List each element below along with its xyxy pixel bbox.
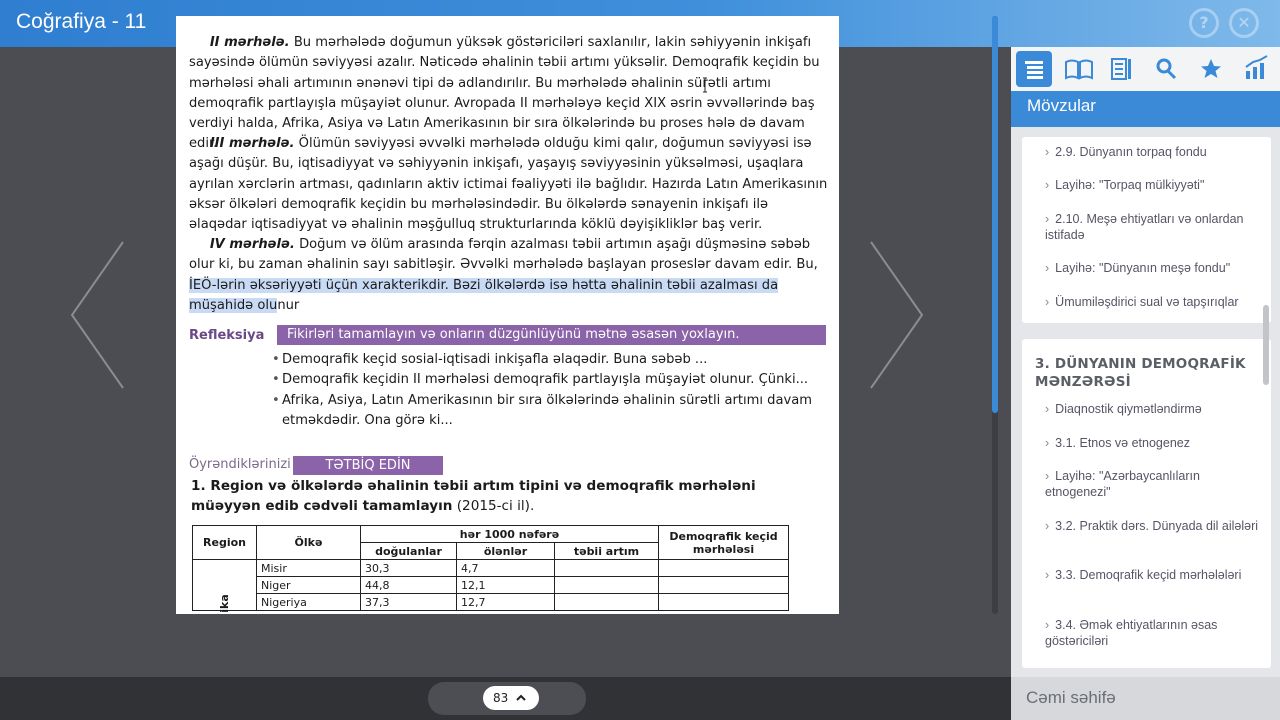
natural-cell — [555, 577, 659, 594]
country-cell: Misir — [257, 560, 361, 577]
paragraph-stage-4 — [189, 235, 829, 316]
birth-death-table — [192, 525, 789, 611]
document-icon[interactable] — [1103, 51, 1139, 87]
star-icon[interactable] — [1193, 51, 1229, 87]
chart-icon[interactable] — [1238, 51, 1274, 87]
topic-item[interactable]: › Layihə: "Torpaq mülkiyyəti" — [1045, 178, 1205, 192]
births-cell: 37,3 — [361, 594, 457, 611]
task-text — [191, 476, 821, 517]
learned-label: Öyrəndiklərinizi — [189, 457, 291, 472]
book-page — [176, 16, 839, 614]
topic-item[interactable]: › 2.10. Meşə ehtiyatları və onlardan istifadə — [1045, 212, 1244, 242]
sidebar-scrollbar[interactable] — [1263, 305, 1269, 385]
deaths-cell: 4,7 — [457, 560, 555, 577]
list-item: • Demoqrafik keçid sosial-iqtisadi inkişafla əlaqədir. Buna səbəb ... — [272, 350, 832, 370]
header-region: Region — [193, 526, 257, 560]
stage-cell — [659, 594, 789, 611]
natural-cell — [555, 560, 659, 577]
list-item: • Afrika, Asiya, Latın Amerikasının bir sıra ölkələrində əhalinin sürətli artımı davam etməkdədir. Ona görə ki... — [272, 391, 832, 432]
country-cell: Niger — [257, 577, 361, 594]
topic-item[interactable]: › 3.4. Əmək ehtiyatlarının əsas göstəriciləri — [1045, 618, 1218, 648]
stage-3-text: Ölümün səviyyəsi əvvəlki mərhələdə olduğu kimi qalır, doğumun səviyyəsi isə aşağı düşür. Bu, iqtisadiyyat və səhiyyənin inkişafı, yaşayış səviyyəsinin yüksəlməsi, uşaqlara ayrılan xərclərin artması, qadınların aktiv ictimai fəaliyyəti ilə bağlıdır. Hazırda Latın Amerikasının əksər ölkələri demoqrafik keçidin bu mərhələsindədir. Bu ölkələrdə sənayenin inkişafı ilə əlaqədar iqtisadiyyat və əhalinin məşğulluq strukturlarında köklü dəyişikliklər baş verir. — [189, 136, 828, 233]
stage-2-text: Bu mərhələdə doğumun yüksək göstəriciləri saxlanılır, lakin səhiyyənin inkişafı sayəsində ölümün səviyyəsi azalır. Nəticədə əhalinin təbii artımı yüksəlir. Demoqrafik keçidin bu mərhələsi əhali artımının ənənəvi tipi də adlandırılır. Bu mərhələdə əhalinin sürətli artımı demoqrafik partlayışla müşayiət olunur. Avropada II mərhələyə keçid XIX əsrin əvvəllərində baş verdiyi halda, Afrika, Asiya və Latın Amerikasının bir sıra ölkələrində bu proses hələ də davam edir. — [189, 35, 820, 152]
topic-item[interactable]: › Diaqnostik qiymətləndirmə — [1045, 402, 1202, 416]
country-cell: Nigeriya — [257, 594, 361, 611]
topic-item[interactable]: › Layihə: "Azərbaycanlıların etnogenezi" — [1045, 469, 1200, 499]
task-instruction: 1. Region və ölkələrdə əhalinin təbii artım tipini və demoqrafik mərhələni müəyyən edib cədvəli tamamlayın — [191, 478, 756, 515]
stage-4-text-end: nur — [277, 297, 300, 313]
topic-item[interactable]: › 3.3. Demoqrafik keçid mərhələləri — [1045, 568, 1242, 582]
apply-heading: TƏTBİQ EDİN — [293, 456, 443, 475]
topic-item[interactable]: › 3.2. Praktik dərs. Dünyada dil ailələri — [1045, 519, 1259, 533]
stage-cell — [659, 577, 789, 594]
section-title[interactable]: 3. DÜNYANIN DEMOQRAFİK MƏNZƏRƏSİ — [1035, 356, 1246, 390]
births-cell: 30,3 — [361, 560, 457, 577]
book-icon[interactable] — [1061, 51, 1097, 87]
reflection-label: Refleksiya — [189, 328, 265, 343]
deaths-cell: 12,1 — [457, 577, 555, 594]
page-number-button[interactable] — [483, 686, 539, 710]
table-row — [193, 577, 789, 594]
header-births: doğulanlar — [361, 543, 457, 560]
page-number: 83 — [493, 691, 509, 705]
stage-4-title: IV mərhələ. — [209, 237, 295, 252]
app-title: Coğrafiya - 11 — [16, 10, 147, 33]
chevron-right-icon[interactable] — [866, 240, 926, 390]
topic-item[interactable]: › 2.9. Dünyanın torpaq fondu — [1045, 145, 1207, 159]
natural-cell — [555, 594, 659, 611]
contents-icon[interactable] — [1016, 51, 1052, 87]
region-cell: ika — [217, 594, 231, 613]
help-button[interactable]: ? — [1189, 8, 1219, 38]
table-row — [193, 594, 789, 611]
header-country: Ölkə — [257, 526, 361, 560]
text-selection[interactable]: İEÖ-lərin əksəriyyəti üçün xarakterikdir. Bəzi ölkələrdə isə hətta əhalinin təbii azalması da müşahidə olu — [189, 277, 779, 313]
paragraph-stage-3 — [189, 134, 829, 235]
page-scrollbar-thumb[interactable] — [992, 16, 998, 413]
births-cell: 44,8 — [361, 577, 457, 594]
reflection-prompt: Fikirləri tamamlayın və onların düzgünlüyünü mətnə əsasən yoxlayın. — [277, 325, 826, 345]
chevron-left-icon[interactable] — [68, 240, 128, 390]
reflection-list — [272, 350, 832, 431]
table-row — [193, 560, 789, 577]
stage-cell — [659, 560, 789, 577]
header-natural-growth: təbii artım — [555, 543, 659, 560]
text-cursor-icon — [702, 77, 708, 93]
total-pages-label[interactable]: Cəmi səhifə — [1026, 688, 1116, 707]
topic-item[interactable]: › Ümumiləşdirici sual və tapşırıqlar — [1045, 295, 1239, 309]
stage-2-title: II mərhələ. — [209, 35, 290, 50]
header-per-1000: hər 1000 nəfərə — [361, 526, 659, 543]
deaths-cell: 12,7 — [457, 594, 555, 611]
task-year: (2015-ci il). — [452, 498, 535, 515]
header-deaths: ölənlər — [457, 543, 555, 560]
chevron-up-icon[interactable] — [515, 692, 527, 704]
close-button[interactable]: ✕ — [1229, 8, 1259, 38]
topic-item[interactable]: › 3.1. Etnos və etnogenez — [1045, 436, 1190, 450]
topic-item[interactable]: › Layihə: "Dünyanın meşə fondu" — [1045, 261, 1231, 275]
sidebar-title: Mövzular — [1027, 96, 1096, 115]
stage-3-title: III mərhələ. — [209, 136, 295, 151]
search-icon[interactable] — [1148, 51, 1184, 87]
stage-4-text: Doğum və ölüm arasında fərqin azalması təbii artımın aşağı düşməsinə səbəb olur ki, bu zaman əhalinin sayı sabitləşir. Əvvəlki mərhələdə başlayan proseslər davam edir. Bu, — [189, 237, 818, 273]
list-item: • Demoqrafik keçidin II mərhələsi demoqrafik partlayışla müşayiət olunur. Çünki... — [272, 370, 832, 390]
header-stage: Demoqrafik keçid mərhələsi — [659, 526, 789, 560]
